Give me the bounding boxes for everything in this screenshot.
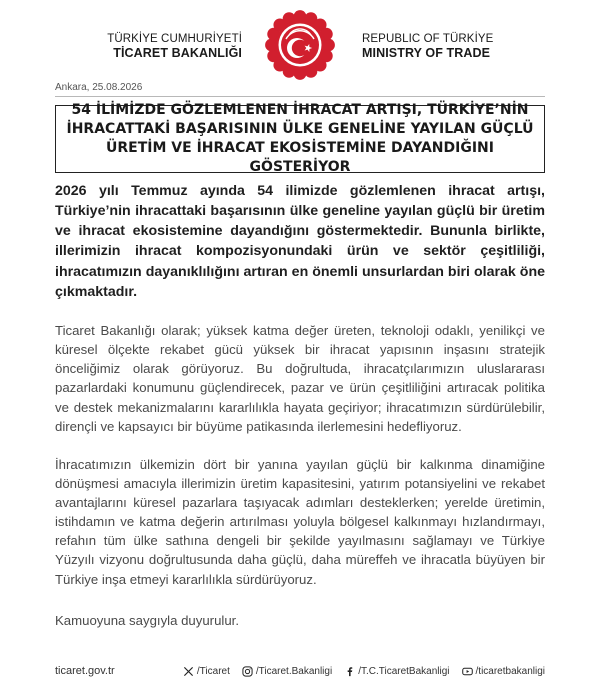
social-youtube[interactable] xyxy=(462,666,545,677)
social-instagram-handle: /Ticaret.Bakanligi xyxy=(255,665,333,677)
social-x[interactable] xyxy=(183,666,230,677)
social-instagram[interactable] xyxy=(242,666,332,677)
press-release-date: Ankara, 25.08.2026 xyxy=(55,82,143,93)
ministry-seal-icon xyxy=(264,9,336,81)
youtube-icon xyxy=(462,666,473,677)
social-x-handle: /Ticaret xyxy=(196,665,230,677)
press-release-body xyxy=(55,181,545,630)
body-paragraph-1: Ticaret Bakanlığı olarak; yüksek katma değer üreten, teknoloji odaklı, yenilikçi ve küresel ölçekte rekabet gücü yüksek bir ihracat yapısının inşasını stratejik önceliğimiz olarak görüyoruz. Bu doğrultuda, ihracatçılarımızın uluslararası pazarlardaki konumunu güçlendirecek, pazar ve ürün çeşitliliğini artıracak politika ve destek mekanizmalarını kararlılıkla hayata geçiriyor; ihracatımızın sürdürülebilir, dirençli ve kapsayıcı bir büyüme patikasında ilerlemesini hedefliyoruz. xyxy=(55,322,545,434)
facebook-icon xyxy=(344,666,355,677)
headline: 54 İLİMİZDE GÖZLEMLENEN İHRACAT ARTIŞI, TÜRKİYE’NİN İHRACATTAKİ BAŞARISININ ÜLKE GENELİNE YAYILAN GÜÇLÜ ÜRETİM VE İHRACAT EKOSİSTEMİNE DAYANDIĞINI GÖSTERİYOR xyxy=(66,102,534,175)
country-name-en: REPUBLIC OF TÜRKİYE xyxy=(362,33,494,45)
social-facebook[interactable] xyxy=(344,666,449,677)
social-youtube-handle: /ticaretbakanligi xyxy=(475,665,545,677)
header-divider xyxy=(55,96,545,97)
website-link[interactable]: ticaret.gov.tr xyxy=(55,665,115,677)
ministry-name-en: MINISTRY OF TRADE xyxy=(362,46,491,61)
closing-line: Kamuoyuna saygıyla duyurulur. xyxy=(55,612,239,628)
social-links xyxy=(183,666,545,677)
letterhead-english xyxy=(362,32,493,62)
letterhead xyxy=(0,0,600,80)
social-facebook-handle: /T.C.TicaretBakanligi xyxy=(358,665,450,677)
footer xyxy=(55,660,545,682)
lead-paragraph: 2026 yılı Temmuz ayında 54 ilimizde gözlemlenen ihracat artışı, Türkiye’nin ihracattaki başarısının ülke geneline yayılan güçlü bir üretim ve ihracat ekosistemine dayandığını göstermektedir. Bununla birlikte, illerimizin ihracat kompozisyonundaki ürün ve sektör çeşitliliği, ihracatımızın dayanıklılığını artıran en önemli unsurlardan biri olarak öne çıkmaktadır. xyxy=(55,183,545,300)
instagram-icon xyxy=(242,666,253,677)
headline-box xyxy=(55,102,545,175)
letterhead-turkish xyxy=(107,32,242,62)
country-name-tr: TÜRKİYE CUMHURİYETİ xyxy=(107,33,242,45)
body-paragraph-2: İhracatımızın ülkemizin dört bir yanına yayılan güçlü bir kalkınma dinamiğine dönüşmesi amacıyla illerimizin üretim kapasitesini, yatırım potansiyelini ve rekabet avantajlarını küresel pazarlara taşıyacak adımları desteklerken; yerelde üretimin, istihdamın ve katma değerin artırılması yoluyla bölgesel kalkınmayı hızlandırmayı, refahın tüm ülke sathına dengeli bir şekilde yayılmasını sağlamayı ve Türkiye Yüzyılı vizyonu doğrultusunda daha güçlü, daha müreffeh ve ihracatla büyüyen bir Türkiye inşa etmeyi kararlılıkla sürdürüyoruz. xyxy=(55,456,545,587)
ministry-name-tr: TİCARET BAKANLIĞI xyxy=(113,46,242,61)
x-icon xyxy=(183,666,194,677)
